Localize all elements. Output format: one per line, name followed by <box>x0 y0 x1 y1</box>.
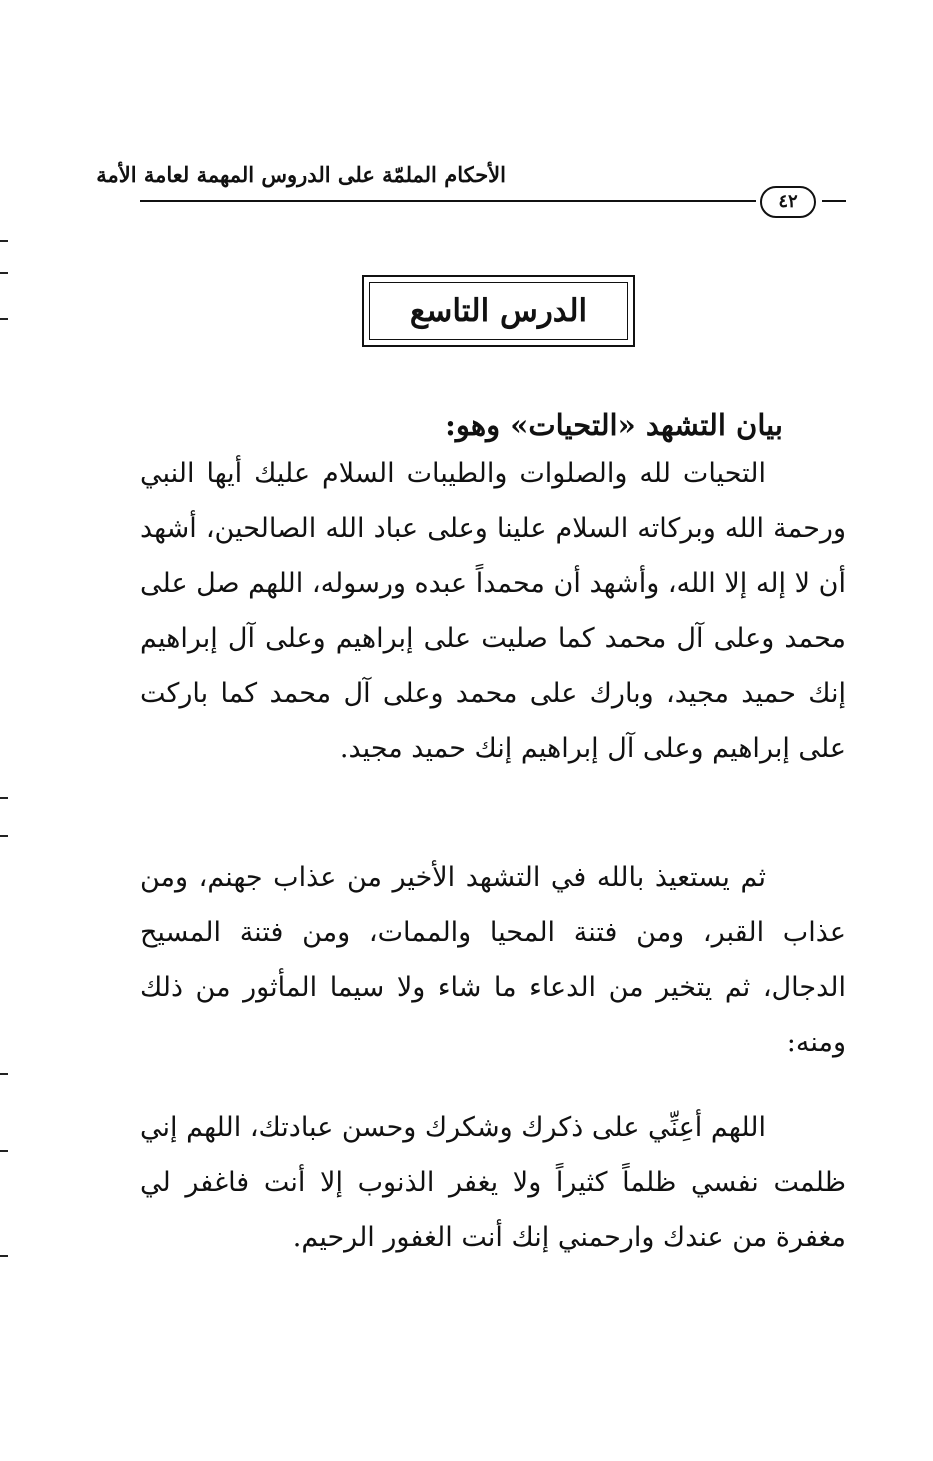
page-number: ٤٢ <box>760 186 816 218</box>
scan-edge-mark <box>0 318 8 320</box>
scan-edge-mark <box>0 835 8 837</box>
scan-edge-mark <box>0 1255 8 1257</box>
scan-edge-mark <box>0 1073 8 1075</box>
dua-paragraph: اللهم أعِنِّي على ذكرك وشكرك وحسن عبادتك، اللهم إني ظلمت نفسي ظلماً كثيراً ولا يغفر الذنوب إلا أنت فاغفر لي مغفرة من عندك وارحمني إنك أنت الغفور الرحيم. <box>140 1112 846 1253</box>
scan-edge-mark <box>0 272 8 274</box>
header-rule-end <box>822 200 846 202</box>
page-header <box>96 160 846 220</box>
isti-adha-paragraph: ثم يستعيذ بالله في التشهد الأخير من عذاب جهنم، ومن عذاب القبر، ومن فتنة المحيا والممات، ومن فتنة المسيح الدجال، ثم يتخير من الدعاء ما شاء ولا سيما المأثور من ذلك ومنه: <box>140 862 846 1058</box>
lesson-title-frame <box>362 275 635 347</box>
tashahhud-paragraph: التحيات لله والصلوات والطيبات السلام عليك أيها النبي ورحمة الله وبركاته السلام علينا وعلى عباد الله الصالحين، أشهد أن لا إله إلا الله، وأشهد أن محمداً عبده ورسوله، اللهم صل على محمد وعلى آل محمد كما صليت على إبراهيم وعلى آل إبراهيم إنك حميد مجيد، وبارك على محمد وعلى آل محمد كما باركت على إبراهيم وعلى آل إبراهيم إنك حميد مجيد. <box>140 458 846 764</box>
running-title: الأحكام الملمّة على الدروس المهمة لعامة الأمة <box>96 162 506 187</box>
header-rule <box>140 200 756 202</box>
scan-edge-mark <box>0 797 8 799</box>
scan-edge-mark <box>0 240 8 242</box>
lesson-title: الدرس التاسع <box>369 282 628 340</box>
section-heading: بيان التشهد «التحيات» وهو: <box>445 408 783 442</box>
scan-edge-mark <box>0 1150 8 1152</box>
